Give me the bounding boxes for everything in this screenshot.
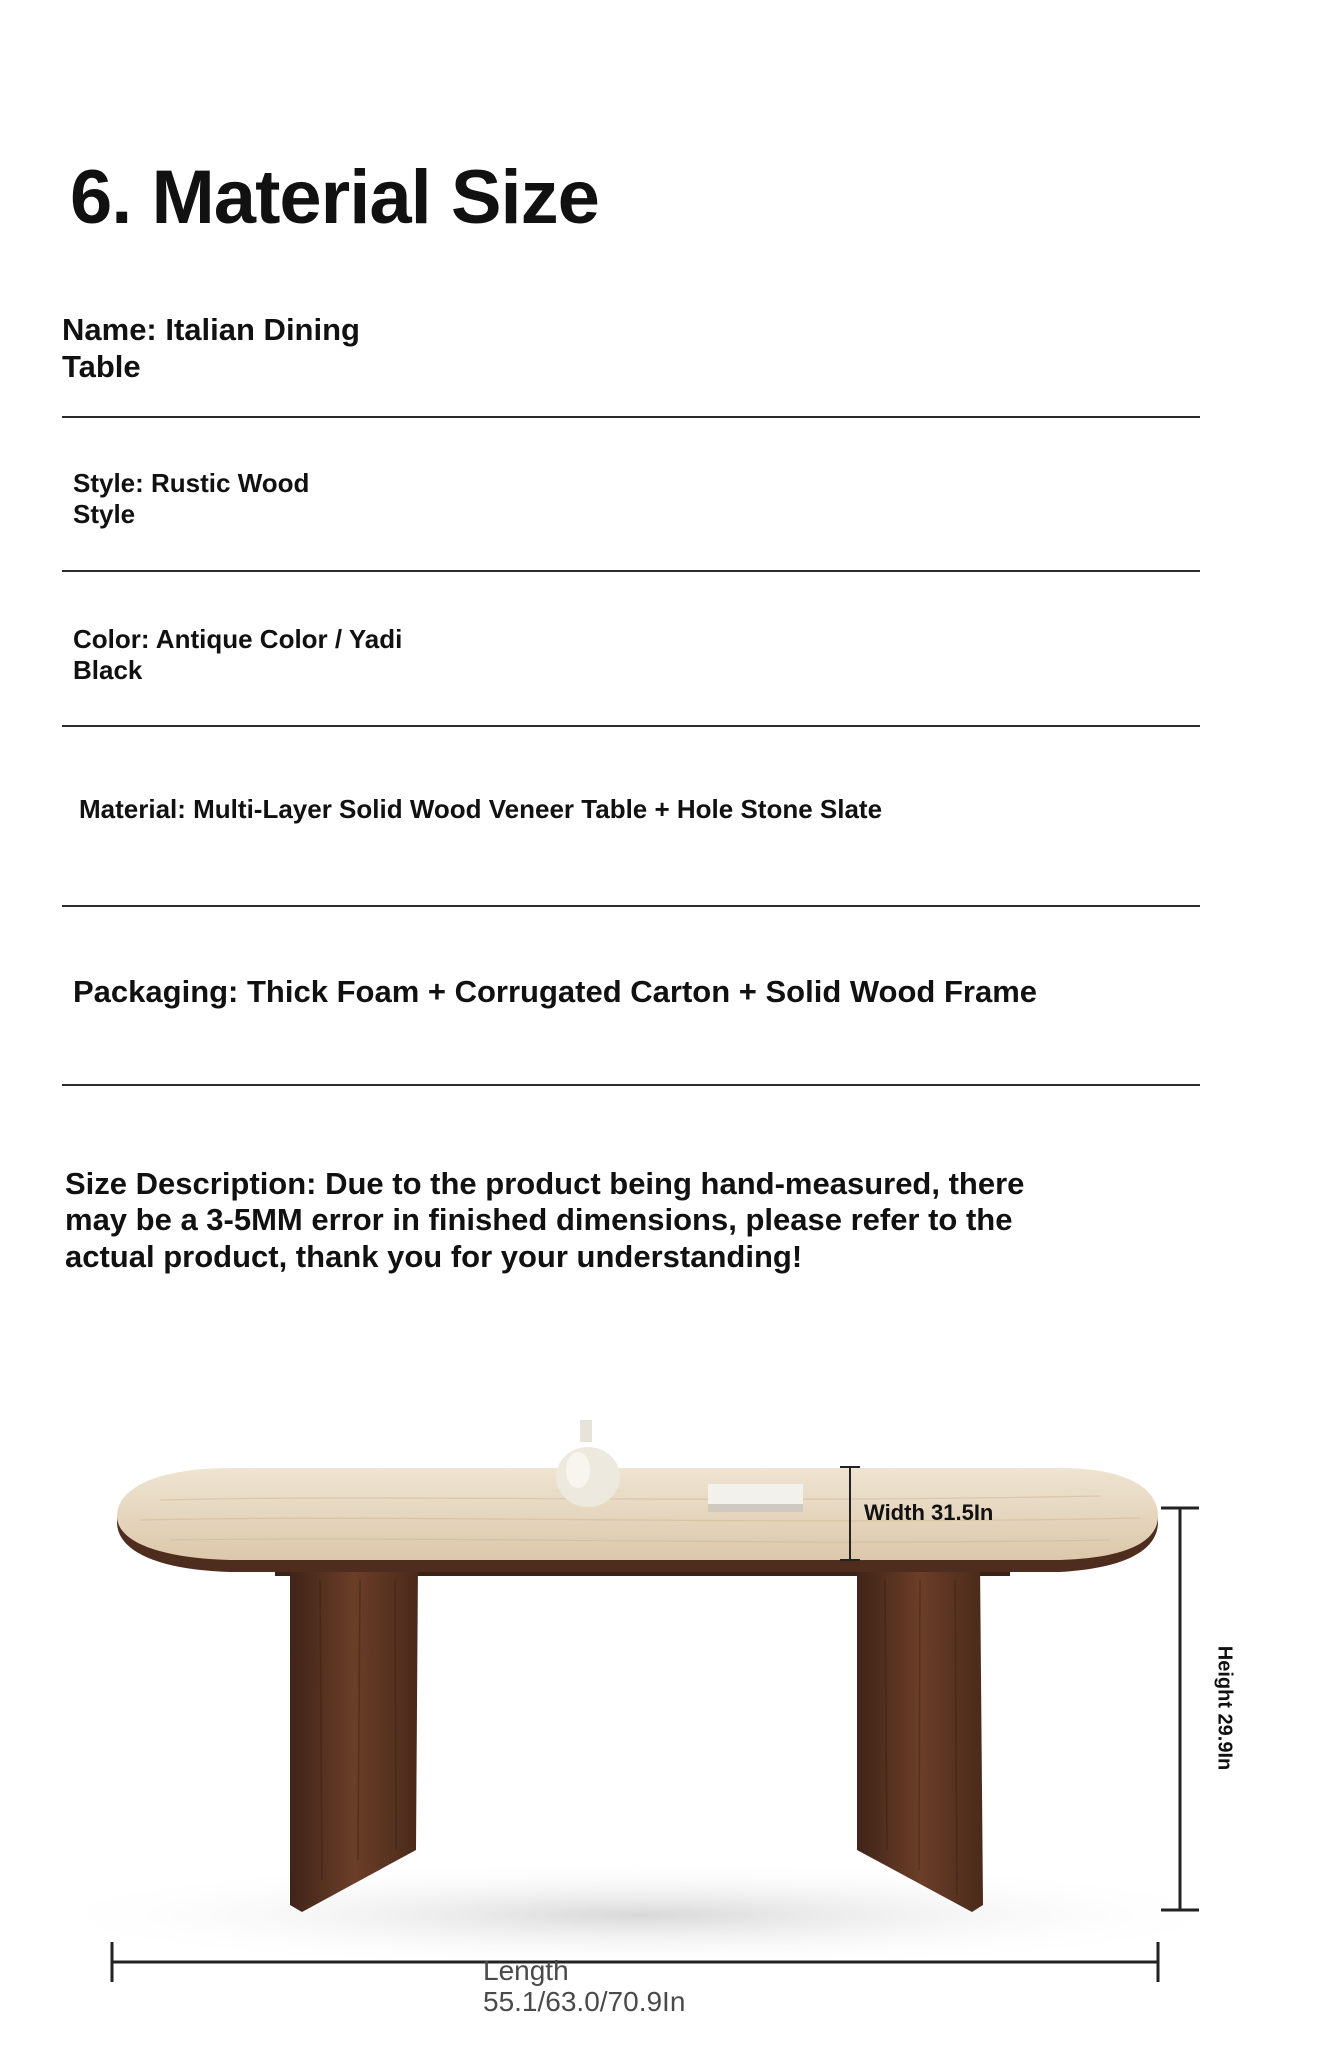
divider <box>62 416 1200 418</box>
floor-shadow <box>20 1860 1260 1970</box>
length-title: Length <box>483 1955 569 1986</box>
table-leg-left <box>290 1562 418 1912</box>
spec-color: Color: Antique Color / Yadi Black <box>73 624 403 685</box>
spec-name: Name: Italian Dining Table <box>62 312 360 384</box>
product-image <box>0 1380 1322 2048</box>
size-description: Size Description: Due to the product being hand-measured, there may be a 3-5MM error in finished dimensions, please refer to the actual product, thank you for your understanding! <box>65 1166 1025 1274</box>
divider <box>62 725 1200 727</box>
divider <box>62 570 1200 572</box>
book <box>708 1484 803 1512</box>
spec-packaging: Packaging: Thick Foam + Corrugated Carton + Solid Wood Frame <box>73 974 1038 1009</box>
divider <box>62 1084 1200 1086</box>
length-values: 55.1/63.0/70.9In <box>483 1985 686 2017</box>
page-title: 6. Material Size <box>70 155 599 240</box>
length-label <box>483 1956 685 2018</box>
tabletop <box>117 1468 1158 1560</box>
spec-style: Style: Rustic Wood Style <box>73 468 310 529</box>
height-marker <box>1161 1508 1199 1910</box>
vase <box>556 1420 620 1507</box>
divider <box>62 905 1200 907</box>
height-label: Height 29.9In <box>1213 1645 1236 1771</box>
spec-material: Material: Multi-Layer Solid Wood Veneer Table + Hole Stone Slate <box>79 794 883 824</box>
width-label: Width 31.5In <box>864 1500 994 1525</box>
